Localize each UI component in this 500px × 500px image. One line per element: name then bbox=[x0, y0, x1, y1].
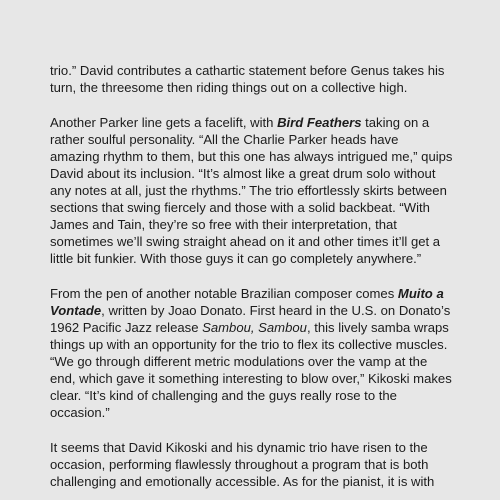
text-line bbox=[50, 286, 444, 302]
text-line bbox=[50, 63, 444, 79]
text-line bbox=[50, 354, 427, 370]
text-line bbox=[50, 149, 452, 165]
text-line bbox=[50, 115, 429, 131]
text-line bbox=[50, 217, 397, 233]
text-run: From the pen of another notable Brazilian composer comes bbox=[50, 286, 398, 301]
text-line bbox=[50, 371, 452, 387]
text-run: occasion.” bbox=[50, 405, 110, 420]
text-run: Another Parker line gets a facelift, with bbox=[50, 115, 278, 130]
text-run: any notes at all, just the rhythms.” The trio effortlessly skirts between bbox=[50, 183, 447, 198]
text-line bbox=[50, 337, 447, 353]
text-run: end, which gave it something interesting to blow over,” Kikoski makes bbox=[50, 371, 452, 386]
text-run: rather soulful personality. “All the Charlie Parker heads have bbox=[50, 132, 399, 147]
text-line bbox=[50, 132, 398, 148]
text-line bbox=[50, 440, 428, 456]
text-run: trio.” David contributes a cathartic statement before Genus takes his bbox=[50, 63, 445, 78]
song-title: Vontade bbox=[50, 303, 102, 318]
text-run: sections that swing fiercely and those with a solid backbeat. “With bbox=[50, 200, 430, 215]
text-run: occasion, performing flawlessly throughout a program that is both bbox=[50, 457, 429, 472]
text-line bbox=[50, 457, 428, 473]
text-run: turn, the threesome then riding things out on a collective high. bbox=[50, 80, 408, 95]
text-line bbox=[50, 80, 407, 96]
text-run: , written by Joao Donato. First heard in the U.S. on Donato’s bbox=[101, 303, 451, 318]
text-run: clear. “It’s kind of challenging and the guys really rose to the bbox=[50, 388, 397, 403]
song-title: Muito a bbox=[397, 286, 444, 301]
text-run: challenging and emotionally accessible. As for the pianist, it is with bbox=[50, 474, 435, 489]
text-line bbox=[50, 303, 450, 319]
text-run: “We go through different metric modulations over the vamp at the bbox=[50, 354, 428, 369]
text-line bbox=[50, 183, 447, 199]
text-line bbox=[50, 388, 397, 404]
album-title: Sambou, Sambou bbox=[202, 320, 307, 335]
text-run: 1962 Pacific Jazz release bbox=[50, 320, 203, 335]
text-run: little bit funkier. With those guys it can go completely anywhere.” bbox=[50, 251, 422, 266]
text-run: James and Tain, they’re so free with their interpretation, that bbox=[50, 217, 397, 232]
text-run: sometimes we’ll swing straight ahead on it and other times it’ll get a bbox=[50, 234, 441, 249]
text-line bbox=[50, 251, 421, 267]
text-run: , this lively samba wraps bbox=[306, 320, 449, 335]
text-run: things up with an opportunity for the trio to flex its collective muscles. bbox=[50, 337, 448, 352]
text-line bbox=[50, 474, 434, 490]
text-line bbox=[50, 320, 449, 336]
text-line bbox=[50, 234, 440, 250]
song-title: Bird Feathers bbox=[277, 115, 362, 130]
text-run: David about its inclusion. “It’s almost like a great drum solo without bbox=[50, 166, 436, 181]
text-line bbox=[50, 200, 430, 216]
text-run: It seems that David Kikoski and his dynamic trio have risen to the bbox=[50, 440, 428, 455]
text-line bbox=[50, 405, 110, 421]
text-run: amazing rhythm to them, but this one has always intrigued me,” quips bbox=[50, 149, 453, 164]
text-run: taking on a bbox=[361, 115, 430, 130]
text-line bbox=[50, 166, 435, 182]
